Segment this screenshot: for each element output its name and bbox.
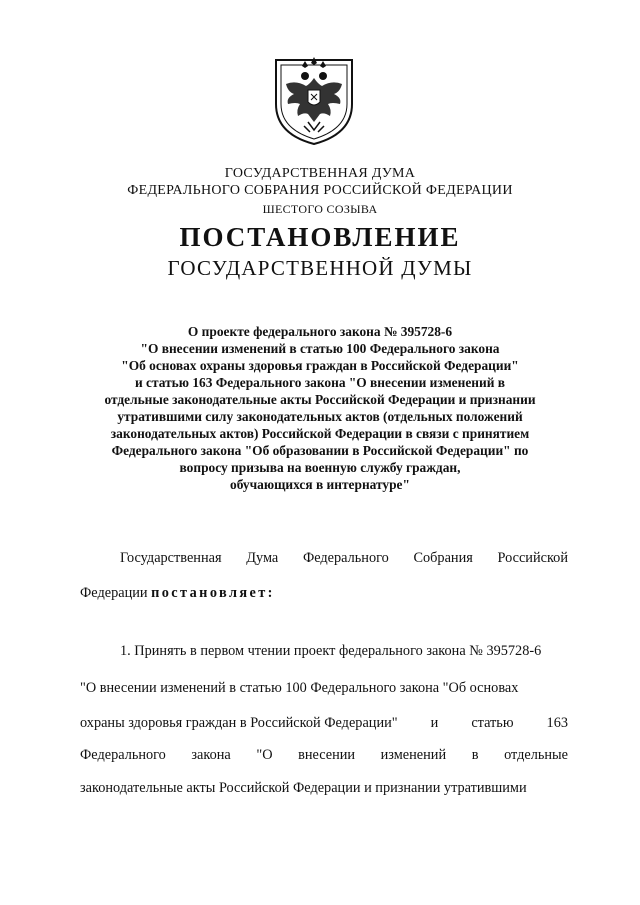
item1-text: охраны здоровья граждан в Российской Федерации" (80, 715, 398, 731)
russian-coat-of-arms-emblem (268, 54, 360, 146)
subject-line: отдельные законодательные акты Российской Федерации и признании (104, 392, 536, 407)
subject-line: Федерального закона "Об образовании в Российской Федерации" по (111, 443, 529, 458)
item1-text: в (471, 747, 479, 763)
item1-line4 (80, 747, 568, 764)
subject-line: утратившими силу законодательных актов (отдельных положений (117, 409, 523, 424)
item1-line3 (80, 715, 568, 732)
subject-line: "О внесении изменений в статью 100 Федерального закона (140, 341, 500, 356)
subject-line: законодательных актов) Российской Федерации в связи с принятием (110, 426, 530, 441)
convocation-label: ШЕСТОГО СОЗЫВА (262, 202, 378, 216)
item1-line5: законодательные акты Российской Федерации и признании утратившими (80, 780, 527, 796)
item1-line2: "О внесении изменений в статью 100 Федерального закона "Об основах (80, 680, 519, 696)
organization-name-line2: ФЕДЕРАЛЬНОГО СОБРАНИЯ РОССИЙСКОЙ ФЕДЕРАЦИИ (127, 183, 513, 198)
item1-text: "О (256, 747, 273, 763)
preamble-word: Российской (497, 550, 568, 566)
item1-text: статью (471, 715, 514, 731)
preamble-word: Собрания (413, 550, 473, 566)
item1-text: закона (191, 747, 231, 763)
organization-name-line1: ГОСУДАРСТВЕННАЯ ДУМА (224, 166, 416, 181)
subject-line: обучающихся в интернатуре" (230, 477, 410, 492)
preamble-line1 (120, 550, 568, 567)
preamble-line2 (80, 585, 568, 602)
item1-text: Федерального (80, 747, 166, 763)
preamble-word: Федерального (302, 550, 389, 566)
document-subject (60, 323, 580, 493)
subject-line: "Об основах охраны здоровья граждан в Российской Федерации" (121, 358, 519, 373)
item1-text: внесении (298, 747, 356, 763)
subject-line: вопросу призыва на военную службу граждан, (179, 460, 461, 475)
subject-line: О проекте федерального закона № 395728-6 (187, 324, 453, 339)
item1-line1: 1. Принять в первом чтении проект федерального закона № 395728-6 (120, 643, 542, 659)
subject-line: и статью 163 Федерального закона "О внесении изменений в (134, 375, 506, 390)
document-issuer-subtitle: ГОСУДАРСТВЕННОЙ ДУМЫ (167, 256, 473, 280)
decree-word: постановляет: (151, 585, 275, 601)
item1-text: и (430, 715, 439, 731)
item1-text: отдельные (504, 747, 568, 763)
item1-text: изменений (380, 747, 447, 763)
preamble-word: Государственная (120, 550, 222, 566)
document-type-title: ПОСТАНОВЛЕНИЕ (179, 222, 461, 252)
preamble-line2-start: Федерации (80, 585, 148, 601)
preamble-word: Дума (246, 550, 279, 566)
item1-text: 163 (546, 715, 568, 731)
